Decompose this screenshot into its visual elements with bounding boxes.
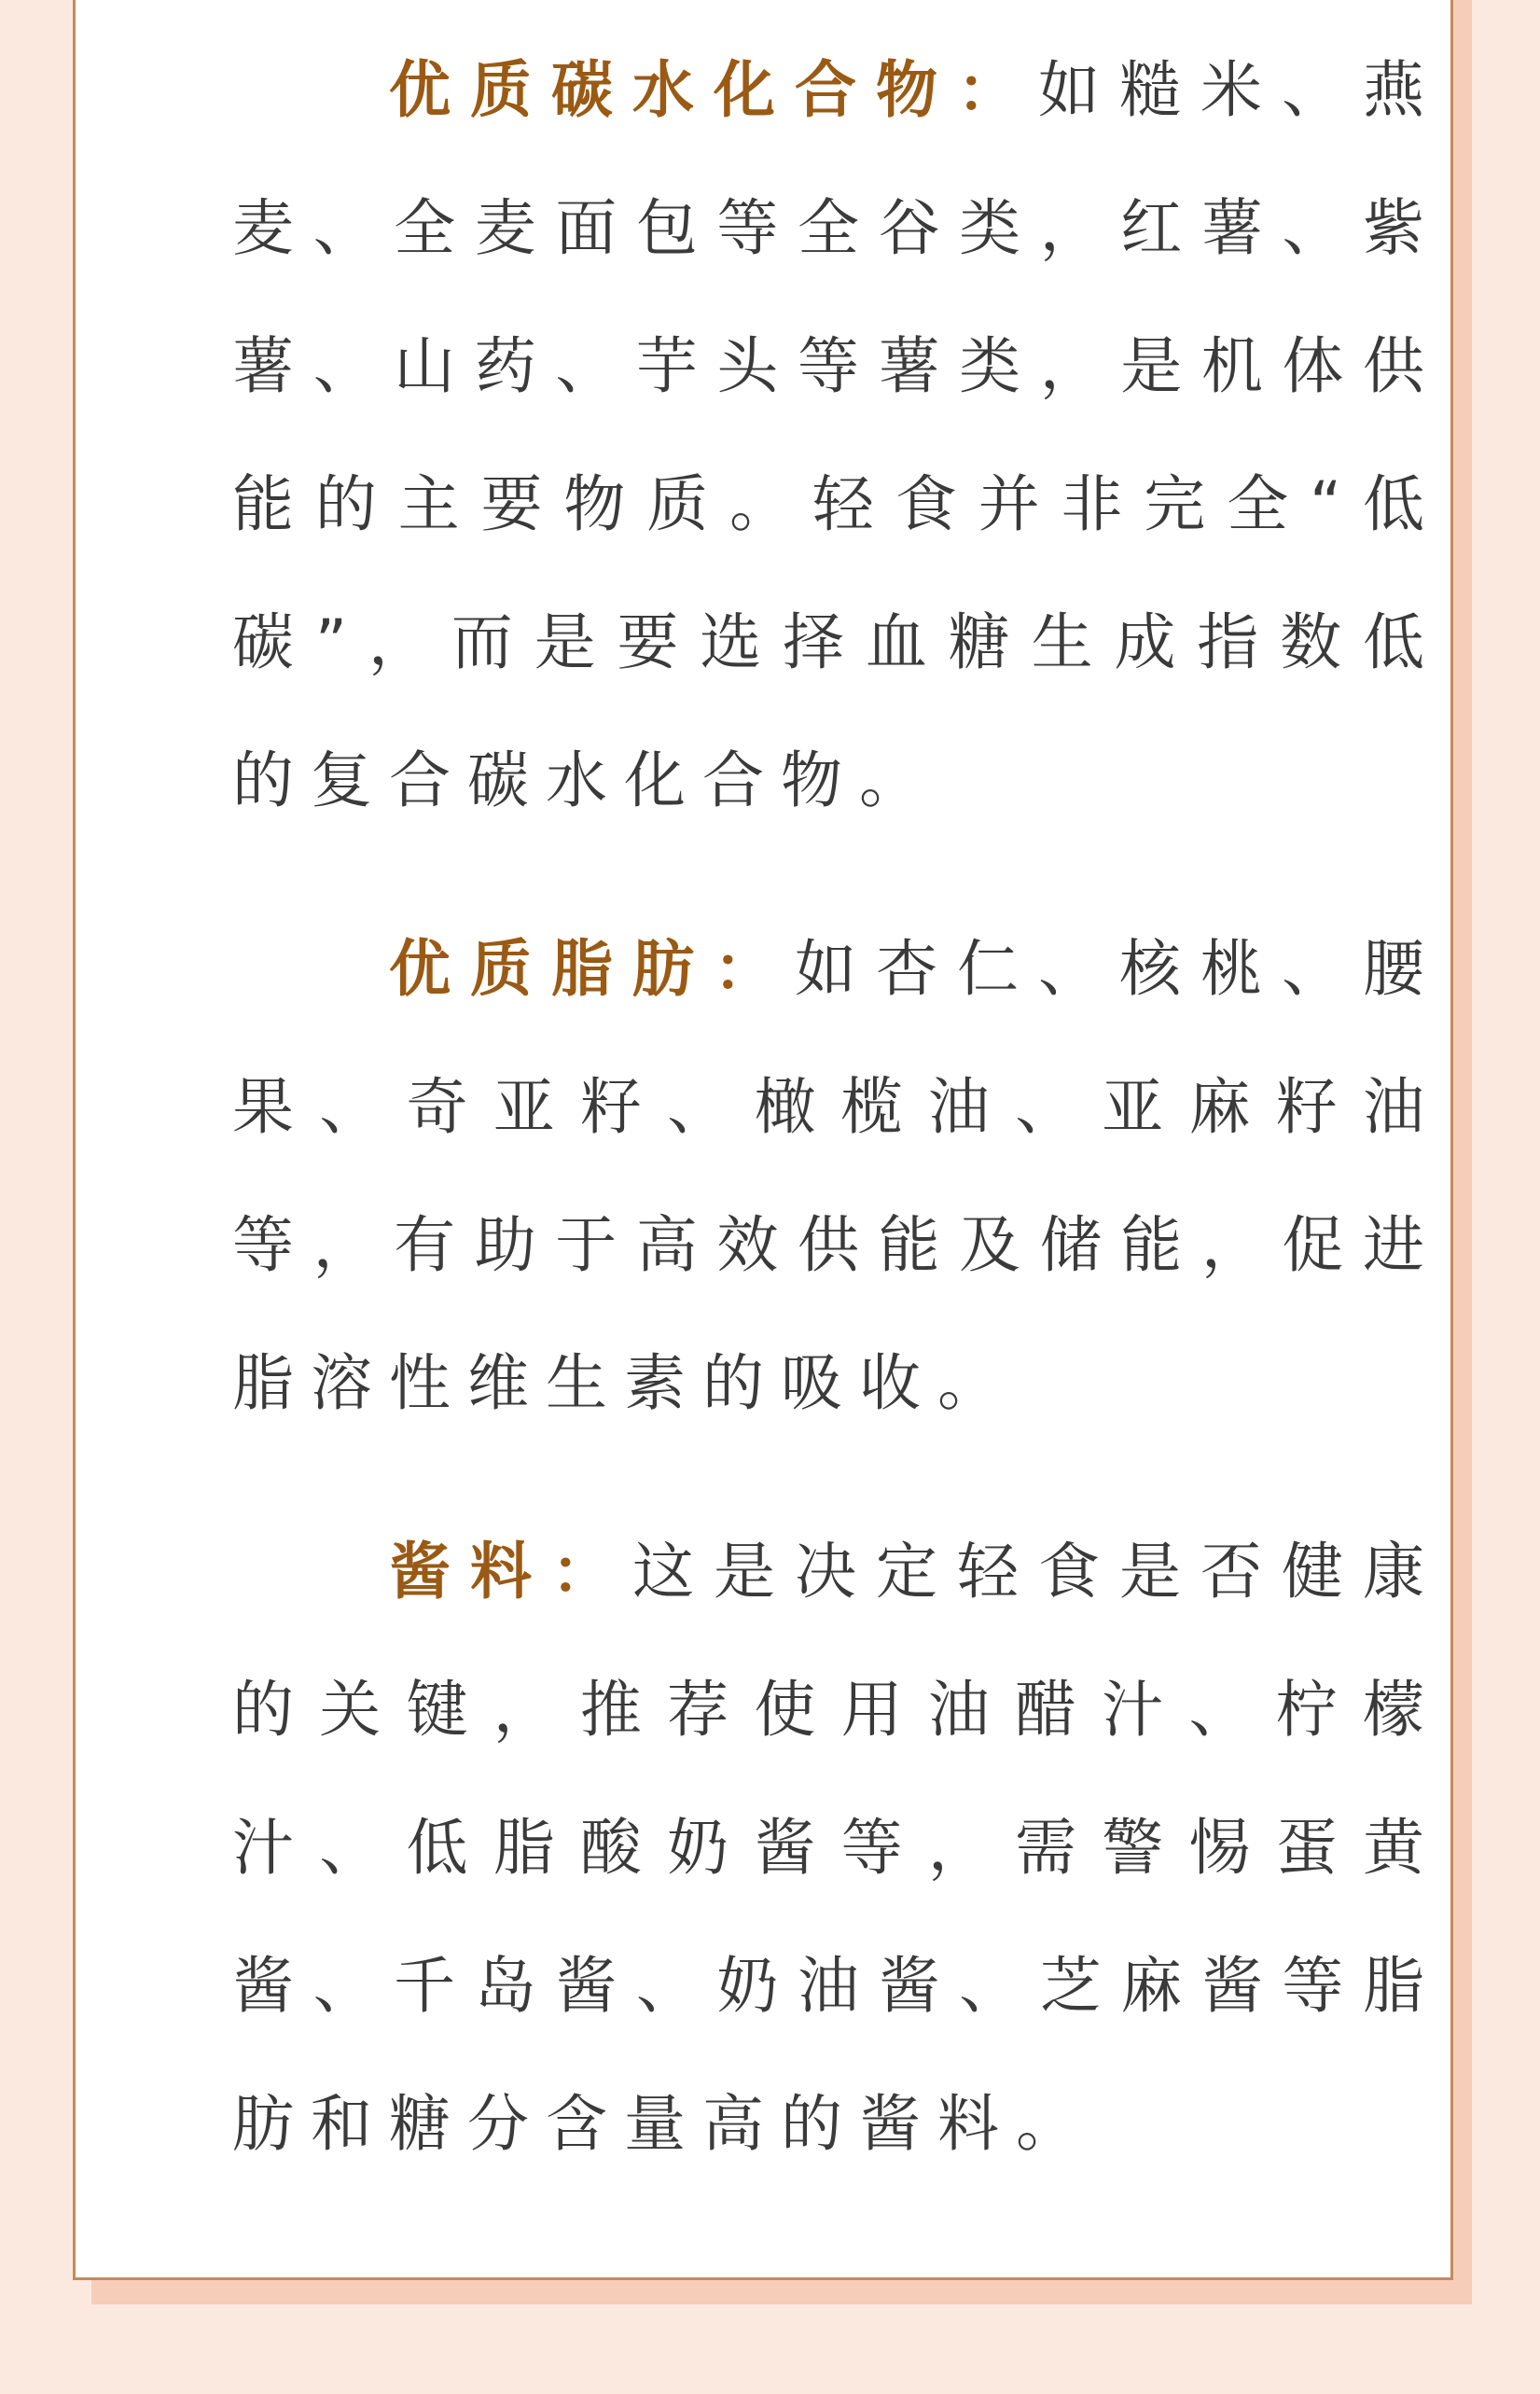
heading-carbohydrates: 优质碳水化合物： (389, 54, 1038, 126)
heading-sauces: 酱料： (389, 1536, 632, 1608)
text-sauces: 这是决定轻食是否健康的关键，推荐使用油醋汁、柠檬汁、低脂酸奶酱等，需警惕蛋黄酱、千岛酱、奶油酱、芝麻酱等脂肪和糖分含量高的酱料。 (232, 1536, 1441, 2160)
paragraph-fats (232, 900, 1441, 1453)
paragraph-carbohydrates (232, 21, 1441, 850)
text-fats: 如杏仁、核桃、腰果、奇亚籽、橄榄油、亚麻籽油等，有助于高效供能及储能，促进脂溶性维生素的吸收。 (232, 933, 1441, 1419)
heading-fats: 优质脂肪： (389, 933, 795, 1005)
paragraph-sauces (232, 1503, 1441, 2193)
content-card (73, 0, 1453, 2280)
text-carbohydrates: 如糙米、燕麦、全麦面包等全谷类，红薯、紫薯、山药、芋头等薯类，是机体供能的主要物质。轻食并非完全“低碳”，而是要选择血糖生成指数低的复合碳水化合物。 (232, 54, 1441, 816)
